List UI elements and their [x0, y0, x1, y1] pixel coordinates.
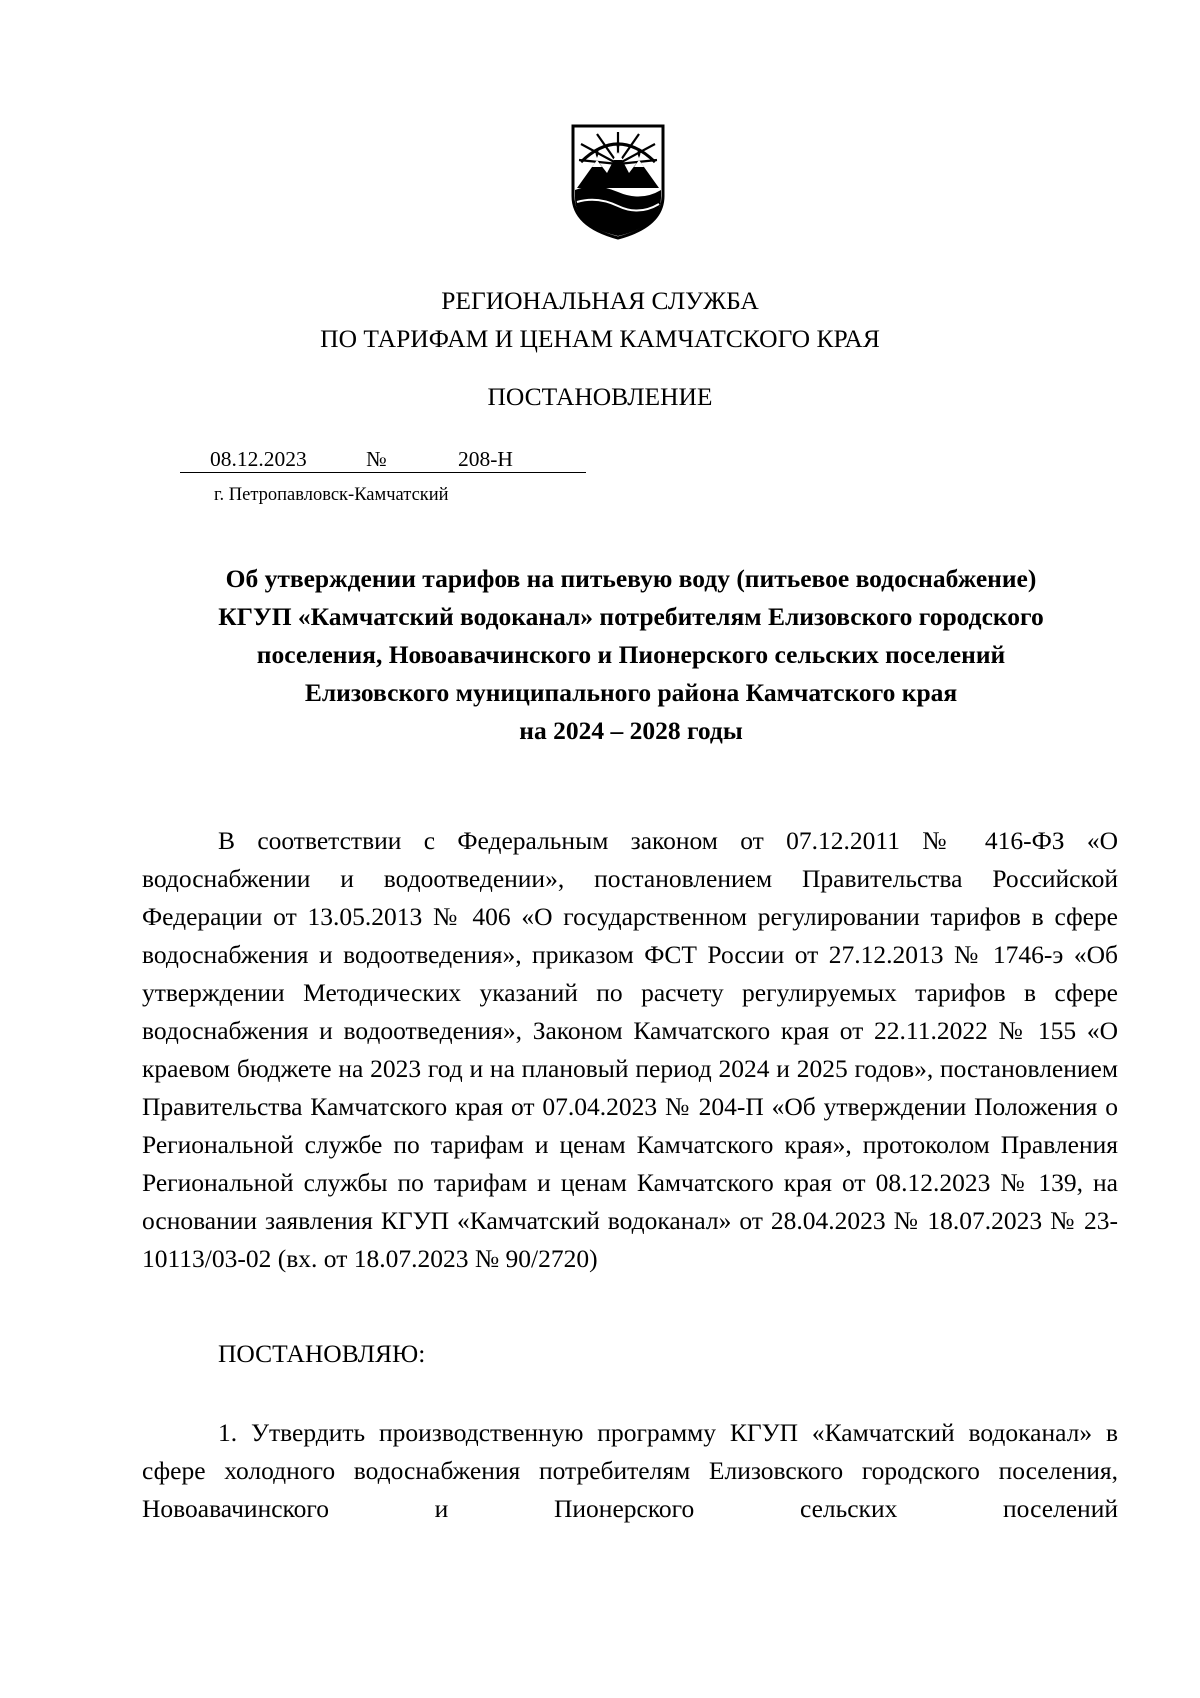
document-date: 08.12.2023: [210, 447, 307, 471]
title-line-3: поселения, Новоавачинского и Пионерского сельских поселений: [256, 640, 1006, 669]
title-line-5: на 2024 – 2028 годы: [519, 716, 743, 745]
title-line-2: КГУП «Камчатский водоканал» потребителям Елизовского городского: [218, 602, 1044, 631]
title-line-4: Елизовского муниципального района Камчатского края: [304, 678, 958, 707]
document-place: г. Петропавловск-Камчатский: [214, 485, 449, 505]
organization-name: [0, 282, 1200, 358]
document-type: ПОСТАНОВЛЕНИЕ: [487, 382, 713, 411]
item-1-paragraph: 1. Утвердить производственную программу КГУП «Камчатский водоканал» в сфере холодного водоснабжения потребителям Елизовского городского поселения, Новоавачинского и Пионерского сельских поселений: [142, 1418, 1118, 1523]
org-line-1: РЕГИОНАЛЬНАЯ СЛУЖБА: [441, 286, 759, 315]
title-line-1: Об утверждении тарифов на питьевую воду (питьевое водоснабжение): [225, 564, 1037, 593]
decree-word: ПОСТАНОВЛЯЮ:: [218, 1339, 426, 1368]
document-number: 208-Н: [458, 447, 513, 471]
kamchatka-coat-of-arms-icon: [567, 118, 669, 240]
document-title: [140, 560, 1122, 750]
date-number-underline: [180, 472, 586, 473]
preamble-paragraph: В соответствии с Федеральным законом от 07.12.2011 № 416-ФЗ «О водоснабжении и водоотведении», постановлением Правительства Российской Федерации от 13.05.2013 № 406 «О государственном регулировании тарифов в сфере водоснабжения и водоотведения», приказом ФСТ России от 27.12.2013 № 1746-э «Об утверждении Методических указаний по расчету регулируемых тарифов в сфере водоснабжения и водоотведения», Законом Камчатского края от 22.11.2022 № 155 «О краевом бюджете на 2023 год и на плановый период 2024 и 2025 годов», постановлением Правительства Камчатского края от 07.04.2023 № 204-П «Об утверждении Положения о Региональной службе по тарифам и ценам Камчатского края», протоколом Правления Региональной службы по тарифам и ценам Камчатского края от 08.12.2023 № 139, на основании заявления КГУП «Камчатский водоканал» от 28.04.2023 № 18.07.2023 № 23-10113/03-02 (вх. от 18.07.2023 № 90/2720): [142, 826, 1118, 1273]
org-line-2: ПО ТАРИФАМ И ЦЕНАМ КАМЧАТСКОГО КРАЯ: [320, 324, 880, 353]
number-sign: №: [366, 447, 387, 471]
